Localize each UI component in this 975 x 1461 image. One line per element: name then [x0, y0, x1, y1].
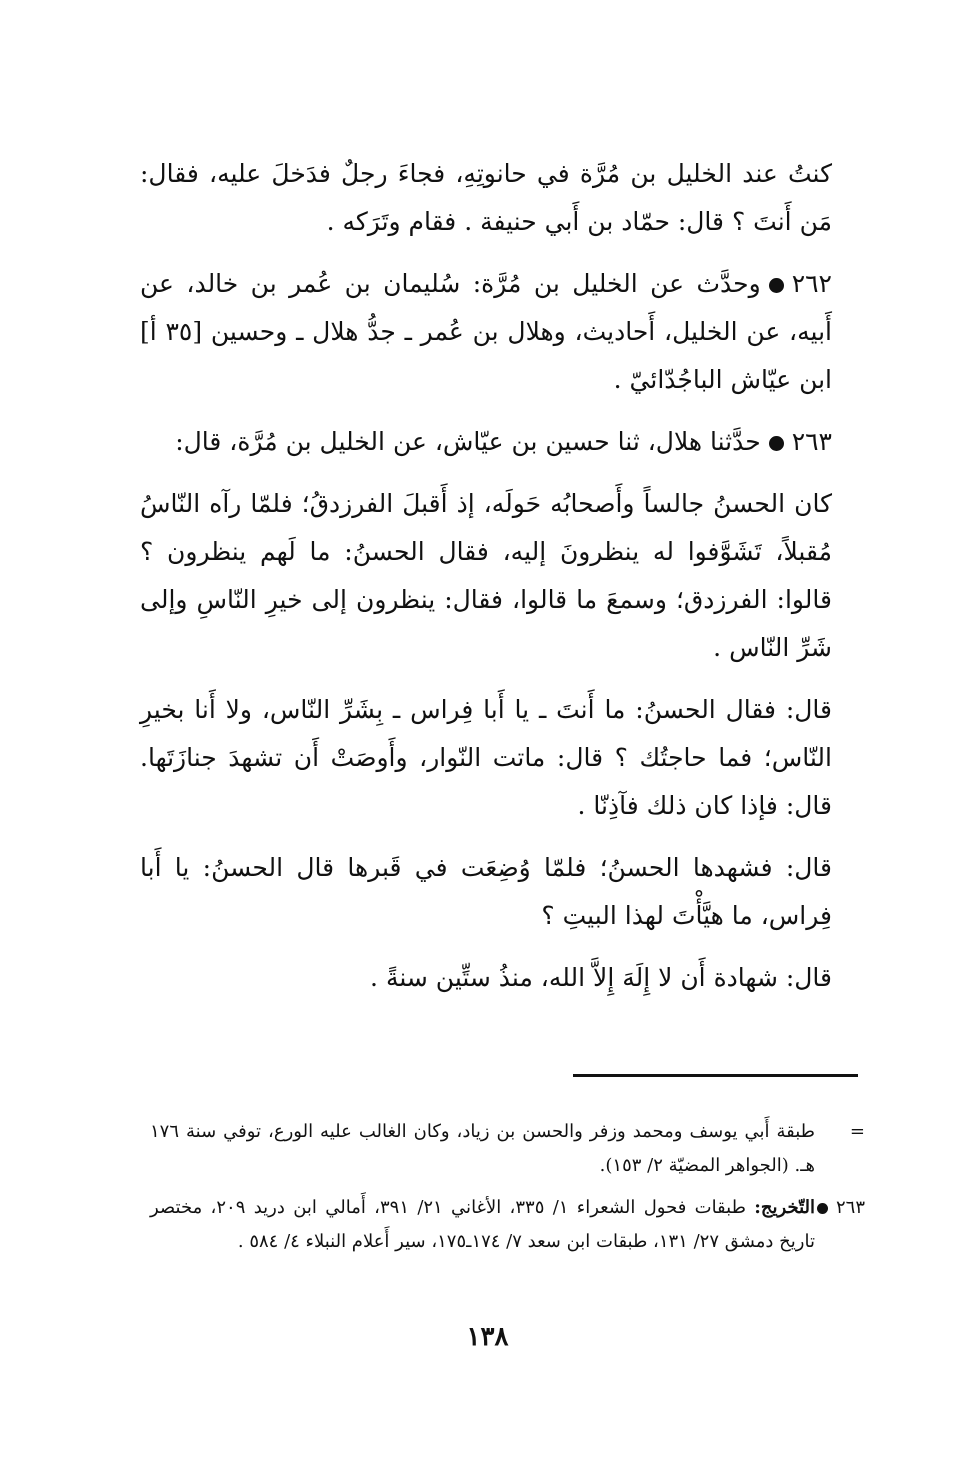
main-text [140, 150, 832, 1016]
entry-262-number: ٢٦٢ [791, 269, 832, 298]
footnotes [150, 1115, 865, 1267]
paragraph-5 [140, 686, 832, 830]
footnote-263-body [150, 1191, 815, 1259]
paragraph-1-text: كنتُ عند الخليل بن مُرَّة في حانوتِهِ، فجاءَ رجلٌ فدَخلَ عليه، فقال: مَن أَنتَ ؟ قال: حمّاد بن أَبي حنيفة . فقام وتَرَكه . [140, 159, 832, 236]
continuation-mark: = [849, 1121, 865, 1142]
paragraph-6-text: قال: فشهدها الحسنُ؛ فلمّا وُضِعَت في قَبرها قال الحسنُ: يا أَبا فِراس، ما هيَّأْتَ لهذا البيتِ ؟ [140, 853, 833, 930]
paragraph-5-text: قال: فقال الحسنُ: ما أَنتَ ـ يا أَبا فِراس ـ بِشَرِّ النّاس، ولا أَنا بخيرِ النّاس؛ فما حاجتُك ؟ قال: ماتت النّوار، وأَوصَتْ أَن تشهدَ جنازَتَها. قال: فإذا كان ذلك فآذِنّا . [140, 695, 832, 820]
paragraph-4 [140, 480, 832, 672]
entry-262-text: وحدَّث عن الخليل بن مُرَّة: سُليمان بن عُمر بن خالد، عن أَبيه، عن الخليل، أَحاديث، وهلال بن عُمر ـ جدُّ هلال ـ وحسين [٣٥ أ] ابن عيّاش الباجُدّائيّ . [140, 269, 832, 394]
footnote-divider [573, 1074, 858, 1077]
footnote-263-number-wrap [815, 1191, 865, 1259]
page-number: ١٣٨ [466, 1322, 509, 1352]
paragraph-6 [140, 844, 832, 940]
footnote-263 [150, 1191, 865, 1259]
paragraph-4-text: كان الحسنُ جالساً وأَصحابُه حَولَه، إذ أَقبلَ الفرزدقُ؛ فلمّا رآه النّاسُ مُقبلاً، تَشَوَّفوا له ينظرونَ إليه، فقال الحسنُ: ما لَهم ينظرون ؟ قالوا: الفرزدق؛ وسمعَ ما قالوا، فقال: ينظرون إلى خيرِ النّاسِ وإلى شَرِّ النّاس . [140, 489, 833, 662]
footnote-continuation-text: طبقة أَبي يوسف ومحمد وزفر والحسن بن زياد، وكان الغالب عليه الورع، توفي سنة ١٧٦ هـ. (الجواهر المضيّة ٢/ ١٥٣). [150, 1121, 816, 1176]
bullet-icon [769, 278, 784, 293]
footnote-continuation [150, 1115, 865, 1183]
entry-263 [140, 418, 832, 466]
footnote-263-text: طبقات فحول الشعراء ١/ ٣٣٥، الأغاني ٢١/ ٣٩١، أَمالي ابن دريد ٢٠٩، مختصر تاريخ دمشق ٢٧/ ١٣١، طبقات ابن سعد ٧/ ١٧٤ـ١٧٥، سير أَعلام النبلاء ٤/ ٥٨٤ . [150, 1197, 815, 1252]
footnote-263-label: التّخريج: [754, 1197, 815, 1218]
entry-263-number: ٢٦٣ [791, 427, 832, 456]
paragraph-7 [140, 954, 832, 1002]
footnote-263-number: ٢٦٣ [835, 1197, 865, 1218]
bullet-icon [769, 436, 784, 451]
bullet-icon [817, 1203, 828, 1214]
paragraph-7-text: قال: شهادة أَن لا إِلَهَ إِلاَّ الله، منذُ ستِّين سنةً . [370, 963, 832, 992]
entry-263-text: حدَّثنا هلال، ثنا حسين بن عيّاش، عن الخليل بن مُرَّة، قال: [175, 427, 761, 456]
entry-262 [140, 260, 832, 404]
paragraph-1 [140, 150, 832, 246]
